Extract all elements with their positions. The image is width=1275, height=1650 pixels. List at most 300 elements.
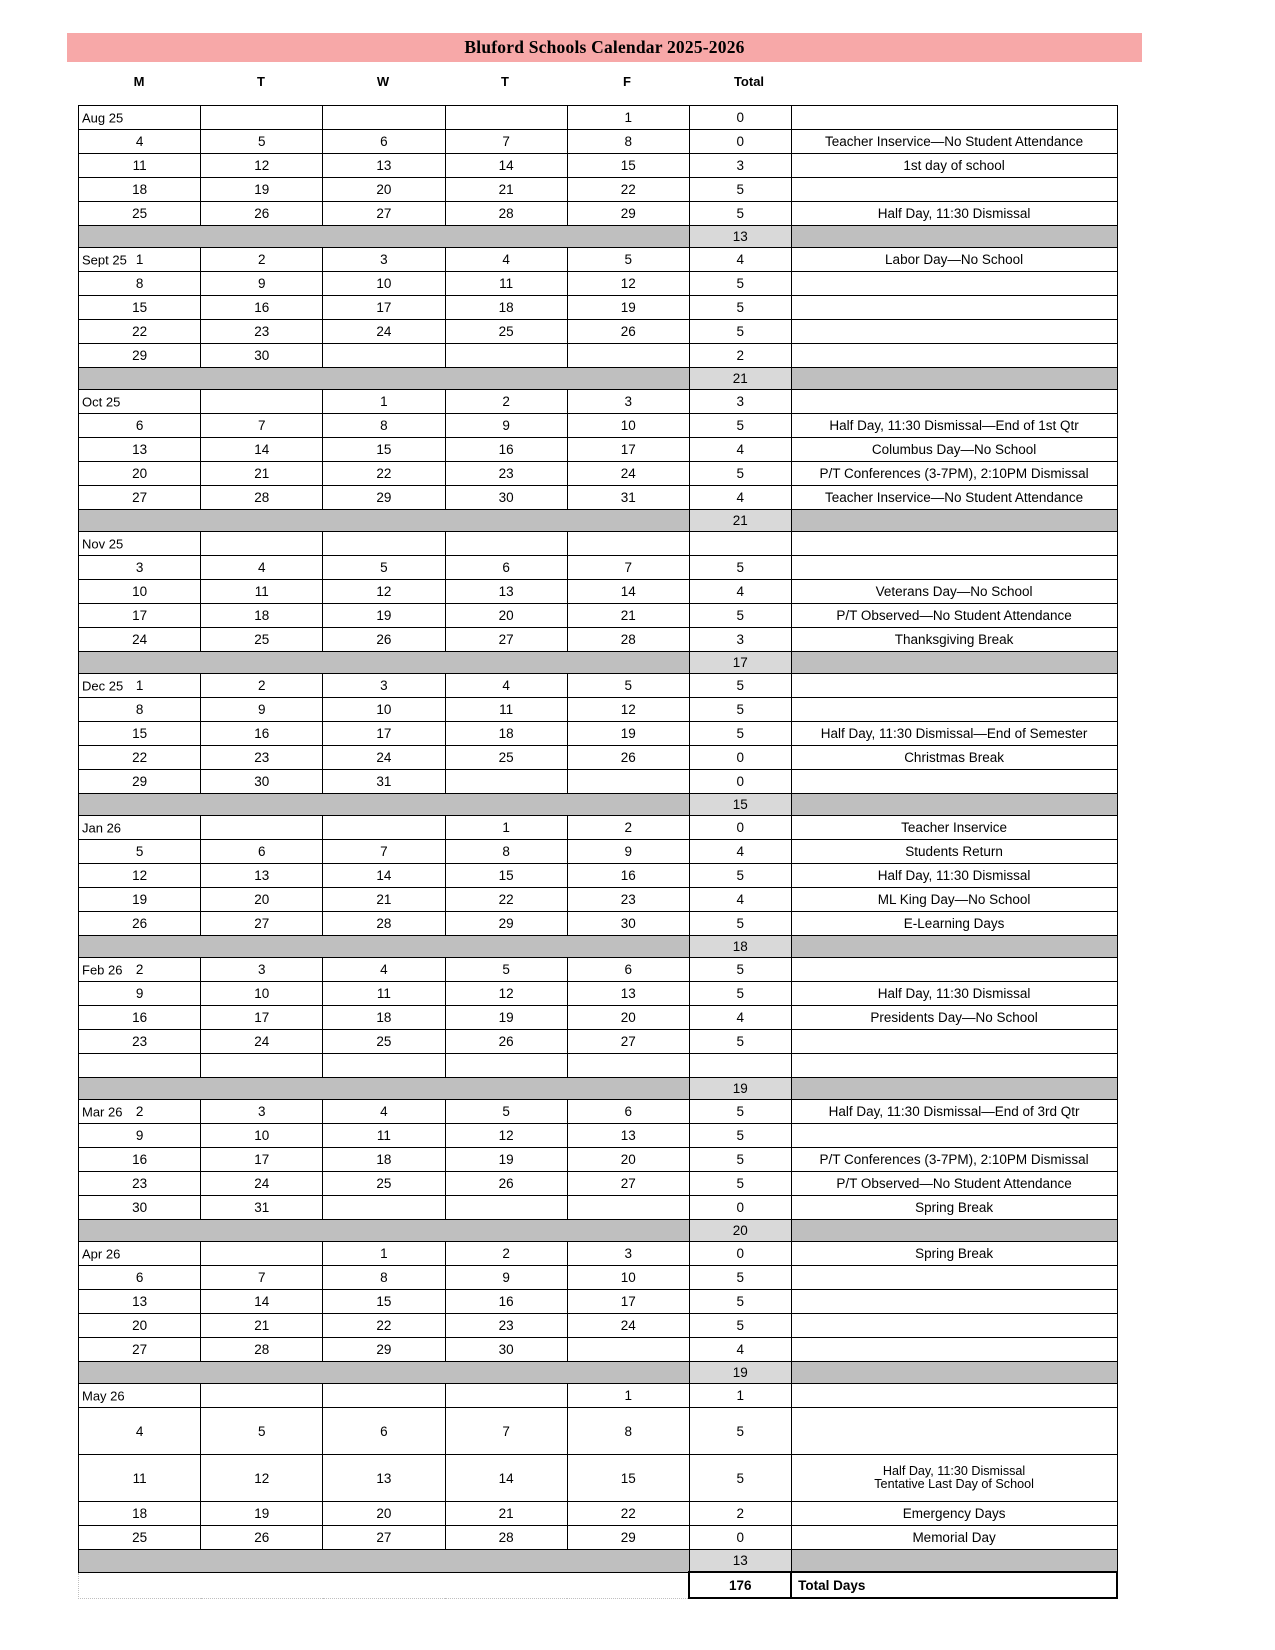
day-cell[interactable]: 5: [567, 248, 689, 272]
day-cell[interactable]: 4: [445, 674, 567, 698]
day-cell[interactable]: 30: [445, 1338, 567, 1362]
day-cell[interactable]: 1: [567, 1384, 689, 1408]
day-cell[interactable]: 11: [323, 982, 445, 1006]
day-cell[interactable]: 11: [323, 1124, 445, 1148]
day-cell[interactable]: 6: [201, 840, 323, 864]
day-cell[interactable]: 15: [323, 438, 445, 462]
day-cell[interactable]: 12: [201, 1455, 323, 1502]
day-cell[interactable]: [79, 532, 201, 556]
day-cell[interactable]: 30: [201, 344, 323, 368]
day-cell[interactable]: 21: [567, 604, 689, 628]
day-cell[interactable]: 24: [323, 746, 445, 770]
day-cell[interactable]: 12: [323, 580, 445, 604]
day-cell[interactable]: 6: [567, 958, 689, 982]
day-cell[interactable]: 8: [445, 840, 567, 864]
day-cell[interactable]: 20: [323, 178, 445, 202]
day-cell[interactable]: [79, 816, 201, 840]
day-cell[interactable]: 6: [79, 414, 201, 438]
day-cell[interactable]: 14: [445, 1455, 567, 1502]
day-cell[interactable]: [323, 344, 445, 368]
note-cell: [791, 698, 1117, 722]
day-cell[interactable]: 14: [445, 154, 567, 178]
month-total-cell: 21: [689, 510, 791, 532]
day-cell[interactable]: 27: [323, 202, 445, 226]
day-cell[interactable]: 17: [201, 1148, 323, 1172]
day-cell[interactable]: 9: [445, 1266, 567, 1290]
week-total-cell: 4: [689, 1338, 791, 1362]
day-cell[interactable]: 26: [567, 320, 689, 344]
day-cell[interactable]: [445, 1384, 567, 1408]
day-cell[interactable]: 27: [445, 628, 567, 652]
day-cell[interactable]: 18: [445, 722, 567, 746]
day-cell[interactable]: 22: [567, 178, 689, 202]
day-cell[interactable]: 5: [445, 958, 567, 982]
day-cell[interactable]: 28: [445, 202, 567, 226]
day-cell[interactable]: [445, 1196, 567, 1220]
day-cell[interactable]: 18: [79, 1502, 201, 1526]
day-cell[interactable]: 2: [445, 1242, 567, 1266]
day-cell[interactable]: [567, 770, 689, 794]
day-cell[interactable]: 26: [201, 1526, 323, 1550]
day-cell[interactable]: 22: [323, 462, 445, 486]
day-cell[interactable]: 25: [445, 746, 567, 770]
day-cell[interactable]: 17: [567, 438, 689, 462]
day-cell[interactable]: [79, 1100, 201, 1124]
note-cell: Memorial Day: [791, 1526, 1117, 1550]
day-cell[interactable]: 7: [445, 130, 567, 154]
calendar-week-row: [79, 1030, 1118, 1054]
day-cell[interactable]: 14: [201, 1290, 323, 1314]
day-cell[interactable]: 16: [445, 438, 567, 462]
day-cell[interactable]: 23: [201, 320, 323, 344]
day-cell[interactable]: 5: [201, 130, 323, 154]
day-cell[interactable]: 5: [79, 840, 201, 864]
day-cell[interactable]: 6: [445, 556, 567, 580]
day-cell[interactable]: 7: [201, 1266, 323, 1290]
day-cell[interactable]: 28: [567, 628, 689, 652]
summary-note-spacer: [791, 794, 1117, 816]
day-cell[interactable]: 24: [323, 320, 445, 344]
day-cell[interactable]: [201, 1054, 323, 1078]
day-cell[interactable]: 25: [323, 1030, 445, 1054]
day-cell[interactable]: 7: [445, 1408, 567, 1455]
day-cell[interactable]: [79, 106, 201, 130]
day-cell[interactable]: 24: [567, 462, 689, 486]
day-cell[interactable]: 24: [567, 1314, 689, 1338]
calendar-week-row: [79, 604, 1118, 628]
day-cell[interactable]: 11: [445, 272, 567, 296]
week-total-cell: 5: [689, 982, 791, 1006]
day-cell[interactable]: 20: [445, 604, 567, 628]
day-cell[interactable]: 10: [567, 1266, 689, 1290]
day-cell[interactable]: [323, 1054, 445, 1078]
day-cell[interactable]: 3: [323, 248, 445, 272]
day-cell[interactable]: [79, 248, 201, 272]
day-cell[interactable]: 5: [201, 1408, 323, 1455]
day-cell[interactable]: 23: [79, 1030, 201, 1054]
day-cell[interactable]: 8: [567, 1408, 689, 1455]
day-cell[interactable]: 2: [201, 674, 323, 698]
day-cell[interactable]: 14: [201, 438, 323, 462]
day-cell[interactable]: 27: [323, 1526, 445, 1550]
day-cell[interactable]: 26: [445, 1172, 567, 1196]
day-cell[interactable]: 24: [79, 628, 201, 652]
day-cell[interactable]: 29: [445, 912, 567, 936]
day-cell[interactable]: 30: [79, 1196, 201, 1220]
day-cell[interactable]: 12: [445, 982, 567, 1006]
day-cell[interactable]: 18: [323, 1148, 445, 1172]
day-cell[interactable]: 13: [323, 154, 445, 178]
day-cell[interactable]: 20: [79, 462, 201, 486]
day-cell[interactable]: 18: [445, 296, 567, 320]
day-cell[interactable]: 26: [201, 202, 323, 226]
summary-note-spacer: [791, 368, 1117, 390]
calendar-week-row: [79, 556, 1118, 580]
day-cell[interactable]: [323, 106, 445, 130]
day-cell[interactable]: 10: [201, 982, 323, 1006]
day-cell[interactable]: 27: [567, 1172, 689, 1196]
day-cell[interactable]: 9: [79, 982, 201, 1006]
day-cell[interactable]: [445, 1054, 567, 1078]
note-cell: Half Day, 11:30 Dismissal—End of 1st Qtr: [791, 414, 1117, 438]
calendar-week-row: [79, 698, 1118, 722]
day-cell[interactable]: 9: [201, 698, 323, 722]
grand-total-row: [79, 1572, 1118, 1598]
day-cell[interactable]: 13: [79, 438, 201, 462]
day-cell[interactable]: 4: [201, 556, 323, 580]
day-cell[interactable]: 21: [445, 1502, 567, 1526]
day-cell[interactable]: 12: [79, 864, 201, 888]
calendar-week-row: [79, 1384, 1118, 1408]
calendar-week-row: [79, 1502, 1118, 1526]
day-cell[interactable]: 19: [567, 296, 689, 320]
day-cell[interactable]: 3: [201, 958, 323, 982]
day-cell[interactable]: 19: [567, 722, 689, 746]
day-cell[interactable]: 28: [445, 1526, 567, 1550]
day-cell[interactable]: 2: [445, 390, 567, 414]
day-cell[interactable]: 13: [567, 982, 689, 1006]
note-cell: [791, 1290, 1117, 1314]
week-total-cell: 5: [689, 178, 791, 202]
day-cell[interactable]: 15: [567, 154, 689, 178]
day-cell[interactable]: 30: [445, 486, 567, 510]
day-cell[interactable]: 5: [445, 1100, 567, 1124]
day-cell[interactable]: 29: [79, 344, 201, 368]
note-cell: P/T Conferences (3-7PM), 2:10PM Dismissal: [791, 1148, 1117, 1172]
calendar-week-row: [79, 628, 1118, 652]
day-cell[interactable]: 27: [79, 1338, 201, 1362]
day-cell[interactable]: 24: [201, 1030, 323, 1054]
day-cell[interactable]: 26: [323, 628, 445, 652]
day-cell[interactable]: 18: [201, 604, 323, 628]
day-cell[interactable]: 22: [445, 888, 567, 912]
day-cell[interactable]: 8: [323, 414, 445, 438]
day-cell[interactable]: 16: [201, 296, 323, 320]
day-cell[interactable]: 20: [567, 1148, 689, 1172]
day-cell[interactable]: 8: [567, 130, 689, 154]
day-cell[interactable]: 3: [567, 390, 689, 414]
week-total-cell: 5: [689, 604, 791, 628]
day-cell[interactable]: 1: [323, 390, 445, 414]
calendar-title-banner: [67, 33, 1142, 62]
day-cell[interactable]: 17: [79, 604, 201, 628]
month-label: Nov 25: [82, 536, 124, 551]
month-summary-row: [79, 1220, 1118, 1242]
day-cell[interactable]: 10: [323, 698, 445, 722]
day-cell[interactable]: 31: [567, 486, 689, 510]
day-cell[interactable]: 15: [79, 296, 201, 320]
day-cell[interactable]: 9: [201, 272, 323, 296]
day-cell[interactable]: [567, 532, 689, 556]
note-cell: Half Day, 11:30 Dismissal: [791, 864, 1117, 888]
month-total-cell: 18: [689, 936, 791, 958]
day-cell[interactable]: 20: [323, 1502, 445, 1526]
summary-note-spacer: [791, 652, 1117, 674]
day-cell[interactable]: 27: [567, 1030, 689, 1054]
day-cell[interactable]: 17: [201, 1006, 323, 1030]
day-cell[interactable]: 31: [201, 1196, 323, 1220]
day-cell[interactable]: 22: [567, 1502, 689, 1526]
calendar-week-row: [79, 414, 1118, 438]
day-cell[interactable]: 11: [79, 154, 201, 178]
day-cell[interactable]: 24: [201, 1172, 323, 1196]
note-cell: Spring Break: [791, 1242, 1117, 1266]
calendar-week-row: [79, 1455, 1118, 1502]
day-cell[interactable]: 7: [567, 556, 689, 580]
day-cell[interactable]: 17: [323, 722, 445, 746]
day-cell[interactable]: 27: [79, 486, 201, 510]
day-cell[interactable]: 4: [323, 1100, 445, 1124]
note-cell: Columbus Day—No School: [791, 438, 1117, 462]
day-cell[interactable]: 11: [79, 1455, 201, 1502]
day-cell[interactable]: 4: [79, 1408, 201, 1455]
day-cell[interactable]: 9: [79, 1124, 201, 1148]
day-cell[interactable]: 22: [79, 746, 201, 770]
day-cell[interactable]: 31: [323, 770, 445, 794]
day-cell[interactable]: 25: [79, 1526, 201, 1550]
day-cell[interactable]: 20: [79, 1314, 201, 1338]
day-cell[interactable]: [323, 1384, 445, 1408]
day-cell[interactable]: 26: [79, 912, 201, 936]
day-cell[interactable]: [79, 1242, 201, 1266]
day-cell[interactable]: 12: [567, 272, 689, 296]
day-cell[interactable]: 22: [79, 320, 201, 344]
day-cell[interactable]: [201, 106, 323, 130]
day-cell[interactable]: 15: [323, 1290, 445, 1314]
day-cell[interactable]: 23: [567, 888, 689, 912]
day-cell[interactable]: 19: [323, 604, 445, 628]
dow-header-1: T: [257, 73, 265, 89]
day-cell[interactable]: 2: [567, 816, 689, 840]
day-cell[interactable]: 17: [323, 296, 445, 320]
day-cell[interactable]: 14: [323, 864, 445, 888]
day-cell[interactable]: [323, 532, 445, 556]
day-cell[interactable]: 22: [323, 1314, 445, 1338]
day-cell[interactable]: 25: [323, 1172, 445, 1196]
note-cell: Presidents Day—No School: [791, 1006, 1117, 1030]
note-cell: P/T Observed—No Student Attendance: [791, 1172, 1117, 1196]
day-cell[interactable]: 14: [567, 580, 689, 604]
day-cell[interactable]: [201, 1242, 323, 1266]
day-cell[interactable]: [567, 1054, 689, 1078]
day-cell[interactable]: 25: [201, 628, 323, 652]
day-cell[interactable]: 13: [323, 1455, 445, 1502]
day-cell[interactable]: 10: [79, 580, 201, 604]
calendar-week-row: [79, 106, 1118, 130]
day-cell[interactable]: 10: [201, 1124, 323, 1148]
day-cell[interactable]: 23: [79, 1172, 201, 1196]
day-cell[interactable]: 18: [323, 1006, 445, 1030]
calendar-week-row: [79, 320, 1118, 344]
day-cell[interactable]: 11: [201, 580, 323, 604]
day-cell[interactable]: 21: [201, 462, 323, 486]
day-cell[interactable]: 1: [323, 1242, 445, 1266]
day-cell[interactable]: 20: [567, 1006, 689, 1030]
day-cell[interactable]: 13: [567, 1124, 689, 1148]
day-cell[interactable]: 6: [323, 130, 445, 154]
day-cell[interactable]: 29: [323, 1338, 445, 1362]
day-cell[interactable]: [323, 1196, 445, 1220]
day-cell[interactable]: [79, 958, 201, 982]
day-cell[interactable]: 26: [445, 1030, 567, 1054]
day-cell[interactable]: [445, 770, 567, 794]
day-cell[interactable]: 6: [79, 1266, 201, 1290]
week-total-cell: [689, 532, 791, 556]
day-cell[interactable]: 10: [567, 414, 689, 438]
day-cell[interactable]: 6: [567, 1100, 689, 1124]
summary-spacer: [79, 652, 690, 674]
day-cell[interactable]: 21: [323, 888, 445, 912]
day-cell[interactable]: 23: [445, 1314, 567, 1338]
day-cell[interactable]: 15: [79, 722, 201, 746]
day-cell[interactable]: 27: [201, 912, 323, 936]
day-cell[interactable]: [445, 344, 567, 368]
day-cell[interactable]: 12: [445, 1124, 567, 1148]
day-cell[interactable]: 15: [567, 1455, 689, 1502]
day-cell[interactable]: 21: [445, 178, 567, 202]
day-cell[interactable]: 7: [201, 414, 323, 438]
day-cell[interactable]: [79, 1384, 201, 1408]
week-total-cell: 5: [689, 1455, 791, 1502]
day-cell[interactable]: 10: [323, 272, 445, 296]
day-cell[interactable]: [79, 674, 201, 698]
day-cell[interactable]: [79, 390, 201, 414]
week-total-cell: 4: [689, 486, 791, 510]
day-cell[interactable]: 6: [323, 1408, 445, 1455]
day-cell[interactable]: 3: [567, 1242, 689, 1266]
day-cell[interactable]: 9: [567, 840, 689, 864]
day-cell[interactable]: 1: [445, 816, 567, 840]
day-cell[interactable]: 12: [567, 698, 689, 722]
day-cell[interactable]: 8: [79, 698, 201, 722]
day-cell[interactable]: 18: [79, 178, 201, 202]
summary-spacer: [79, 368, 690, 390]
day-cell[interactable]: 21: [201, 1314, 323, 1338]
day-cell[interactable]: [201, 816, 323, 840]
calendar-week-row: [79, 202, 1118, 226]
day-cell[interactable]: 16: [79, 1006, 201, 1030]
day-cell[interactable]: 20: [201, 888, 323, 912]
day-cell[interactable]: [445, 106, 567, 130]
day-cell[interactable]: 29: [567, 1526, 689, 1550]
day-cell[interactable]: 19: [445, 1006, 567, 1030]
day-cell[interactable]: 4: [323, 958, 445, 982]
day-cell[interactable]: 28: [201, 1338, 323, 1362]
day-cell[interactable]: 8: [79, 272, 201, 296]
day-cell[interactable]: 25: [79, 202, 201, 226]
day-cell[interactable]: [567, 1338, 689, 1362]
note-cell: Christmas Break: [791, 746, 1117, 770]
day-cell[interactable]: [201, 390, 323, 414]
day-cell[interactable]: [567, 1196, 689, 1220]
day-cell[interactable]: 16: [79, 1148, 201, 1172]
day-cell[interactable]: 13: [201, 864, 323, 888]
day-cell[interactable]: [567, 344, 689, 368]
day-cell[interactable]: [79, 1054, 201, 1078]
note-cell: [791, 272, 1117, 296]
day-cell[interactable]: 15: [445, 864, 567, 888]
day-cell[interactable]: 23: [201, 746, 323, 770]
day-cell[interactable]: 4: [445, 248, 567, 272]
note-cell: Labor Day—No School: [791, 248, 1117, 272]
day-cell[interactable]: 3: [323, 674, 445, 698]
day-cell[interactable]: 19: [201, 178, 323, 202]
calendar-week-row: [79, 486, 1118, 510]
day-cell[interactable]: 26: [567, 746, 689, 770]
day-cell[interactable]: 11: [445, 698, 567, 722]
day-cell[interactable]: 19: [445, 1148, 567, 1172]
day-cell[interactable]: 16: [201, 722, 323, 746]
day-cell[interactable]: 3: [201, 1100, 323, 1124]
day-cell[interactable]: 28: [323, 912, 445, 936]
day-cell[interactable]: 30: [201, 770, 323, 794]
day-cell[interactable]: 4: [79, 130, 201, 154]
day-cell[interactable]: 16: [567, 864, 689, 888]
day-cell[interactable]: 23: [445, 462, 567, 486]
week-total-cell: 5: [689, 698, 791, 722]
day-cell[interactable]: 29: [323, 486, 445, 510]
day-cell[interactable]: 3: [79, 556, 201, 580]
day-cell[interactable]: 12: [201, 154, 323, 178]
week-total-cell: 0: [689, 130, 791, 154]
day-cell[interactable]: 30: [567, 912, 689, 936]
day-cell[interactable]: 5: [567, 674, 689, 698]
day-cell[interactable]: [445, 532, 567, 556]
note-cell: E-Learning Days: [791, 912, 1117, 936]
day-cell[interactable]: [323, 816, 445, 840]
day-cell[interactable]: [201, 532, 323, 556]
day-cell[interactable]: 17: [567, 1290, 689, 1314]
day-cell[interactable]: 28: [201, 486, 323, 510]
day-cell[interactable]: 25: [445, 320, 567, 344]
day-cell[interactable]: 1: [567, 106, 689, 130]
week-total-cell: 0: [689, 1526, 791, 1550]
summary-spacer: [79, 1078, 690, 1100]
day-cell[interactable]: 7: [323, 840, 445, 864]
day-cell[interactable]: [201, 1384, 323, 1408]
day-cell[interactable]: 5: [323, 556, 445, 580]
day-cell[interactable]: 8: [323, 1266, 445, 1290]
day-cell[interactable]: 2: [201, 248, 323, 272]
day-cell[interactable]: 13: [79, 1290, 201, 1314]
day-cell[interactable]: 19: [201, 1502, 323, 1526]
day-cell[interactable]: 16: [445, 1290, 567, 1314]
day-cell[interactable]: 9: [445, 414, 567, 438]
day-cell[interactable]: 29: [567, 202, 689, 226]
day-cell[interactable]: 13: [445, 580, 567, 604]
day-cell[interactable]: 19: [79, 888, 201, 912]
day-cell[interactable]: 29: [79, 770, 201, 794]
